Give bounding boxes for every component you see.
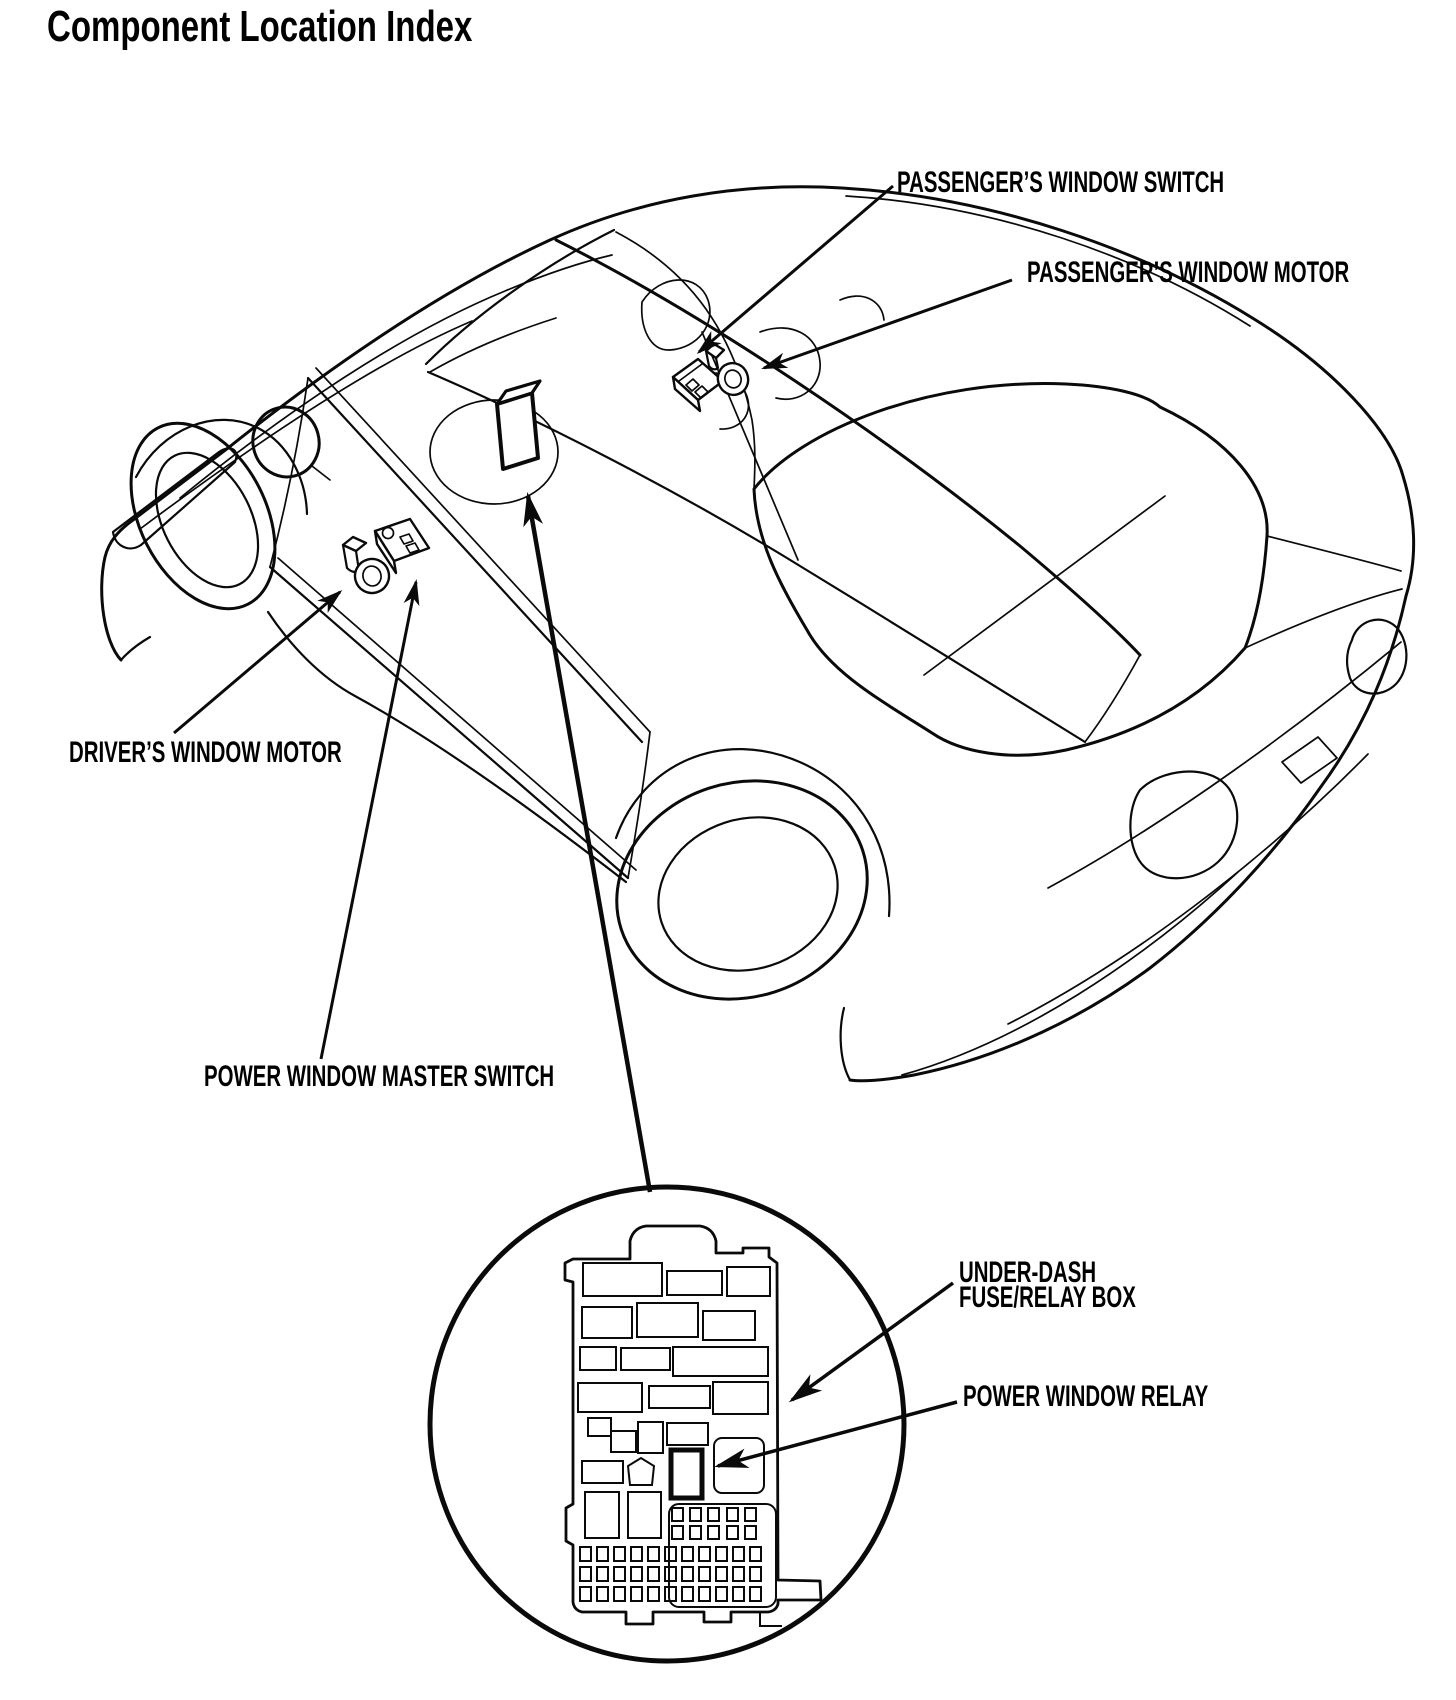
cowl-line	[430, 318, 556, 372]
small-fuse-slot	[665, 1547, 676, 1561]
label-under-dash-line1: UNDER-DASH	[959, 1256, 1097, 1289]
b-pillar	[702, 332, 798, 560]
page-title: Component Location Index	[47, 2, 473, 51]
fuse-box-outline	[565, 1226, 821, 1624]
small-fuse-slot	[745, 1508, 756, 1521]
small-fuse-slot	[690, 1508, 701, 1521]
leader-passenger-window-switch	[699, 186, 893, 352]
door-top-edge-2	[316, 368, 650, 732]
label-drivers-window-motor: DRIVER’S WINDOW MOTOR	[69, 736, 342, 769]
small-fuse-slot	[727, 1508, 738, 1521]
c-pillar-left	[616, 232, 755, 489]
rear-bumper-bottom	[841, 1008, 850, 1080]
small-fuse-slot	[750, 1567, 761, 1581]
small-fuse-slot	[682, 1567, 693, 1581]
label-passengers-window-motor: PASSENGER’S WINDOW MOTOR	[1027, 256, 1350, 289]
small-fuse-slot	[597, 1587, 608, 1601]
small-fuse-slot	[631, 1547, 642, 1561]
small-fuse-slot	[733, 1567, 744, 1581]
door-rear-edge	[628, 732, 650, 878]
label-power-window-master-switch: POWER WINDOW MASTER SWITCH	[204, 1060, 555, 1093]
small-fuse-slot	[631, 1587, 642, 1601]
car-outline	[102, 187, 1414, 1081]
small-fuse-slot	[648, 1567, 659, 1581]
taillight-left	[1130, 772, 1237, 879]
small-fuse-slot	[708, 1526, 719, 1539]
bumper-sweep-3	[902, 872, 1238, 1075]
small-fuse-slot	[716, 1547, 727, 1561]
small-fuse-slot	[580, 1587, 591, 1601]
under-dash-fuse-box-part	[497, 381, 540, 469]
rocker-line-2	[278, 558, 636, 870]
small-fuse-slot	[682, 1547, 693, 1561]
rocker-line	[270, 567, 628, 878]
rear-wheel	[588, 749, 896, 1031]
rear-glass-reflection	[924, 496, 1165, 675]
small-fuse-slot	[727, 1526, 738, 1539]
small-fuse-slot	[733, 1587, 744, 1601]
small-fuse-slot	[614, 1587, 625, 1601]
small-fuse-slot	[716, 1567, 727, 1581]
small-fuse-slot	[733, 1547, 744, 1561]
small-fuse-slot	[614, 1567, 625, 1581]
small-fuse-slot	[580, 1567, 591, 1581]
small-fuse-slot	[708, 1508, 719, 1521]
small-fuse-slot	[648, 1547, 659, 1561]
small-fuse-slot	[648, 1587, 659, 1601]
small-fuse-slot	[690, 1526, 701, 1539]
seat-outline-1	[642, 280, 710, 350]
label-under-dash-line2: FUSE/RELAY BOX	[959, 1281, 1136, 1314]
small-fuse-slot	[665, 1567, 676, 1581]
leader-lines	[174, 186, 1012, 1466]
small-fuse-slot	[580, 1547, 591, 1561]
small-fuse-slot	[716, 1587, 727, 1601]
component-pictograms	[343, 344, 753, 597]
car-line-drawing	[102, 187, 1414, 1081]
small-fuse-slot	[665, 1587, 676, 1601]
front-nose-bottom	[121, 637, 150, 660]
rear-glass	[754, 384, 1267, 756]
leader-power-window-relay-label	[718, 1402, 957, 1466]
console-curve-2	[840, 296, 884, 320]
fuse-relay-box-detail	[565, 1226, 821, 1626]
passenger-window-switch-part	[673, 359, 723, 411]
side-mirror	[245, 400, 327, 485]
small-fuse-slot	[682, 1587, 693, 1601]
fuse-box-hook	[760, 1612, 782, 1626]
small-fuse-slot	[745, 1526, 756, 1539]
small-fuse-slot	[672, 1526, 683, 1539]
roof-side-rail	[556, 240, 1140, 655]
power-window-relay-detail	[671, 1450, 702, 1498]
bumper-sweep-1	[1048, 642, 1401, 888]
deck-line-2	[1245, 589, 1402, 648]
small-fuse-slot	[631, 1567, 642, 1581]
small-fuse-slot	[699, 1567, 710, 1581]
small-fuse-slot	[672, 1508, 683, 1521]
side-mirror-stalk	[312, 466, 330, 480]
small-fuse-slot	[750, 1547, 761, 1561]
small-fuse-slot	[750, 1587, 761, 1601]
leader-passenger-window-motor	[764, 280, 1012, 368]
label-power-window-relay: POWER WINDOW RELAY	[963, 1380, 1209, 1413]
small-fuse-slot	[699, 1547, 710, 1561]
rear-wheel-arch	[616, 749, 889, 916]
small-fuse-slot	[597, 1567, 608, 1581]
leader-driver-window-motor	[174, 592, 340, 733]
hood-crease-2	[180, 255, 612, 498]
small-fuse-slot	[699, 1587, 710, 1601]
a-pillar	[426, 230, 614, 364]
small-fuse-slot	[597, 1547, 608, 1561]
fuse-box-magnifier	[430, 1187, 904, 1661]
small-fuse-grid	[580, 1508, 761, 1601]
leader-under-dash-label	[792, 1283, 953, 1400]
label-passengers-window-switch: PASSENGER’S WINDOW SWITCH	[897, 166, 1225, 199]
deck-line-1	[1267, 536, 1401, 571]
small-fuse-slot	[614, 1547, 625, 1561]
